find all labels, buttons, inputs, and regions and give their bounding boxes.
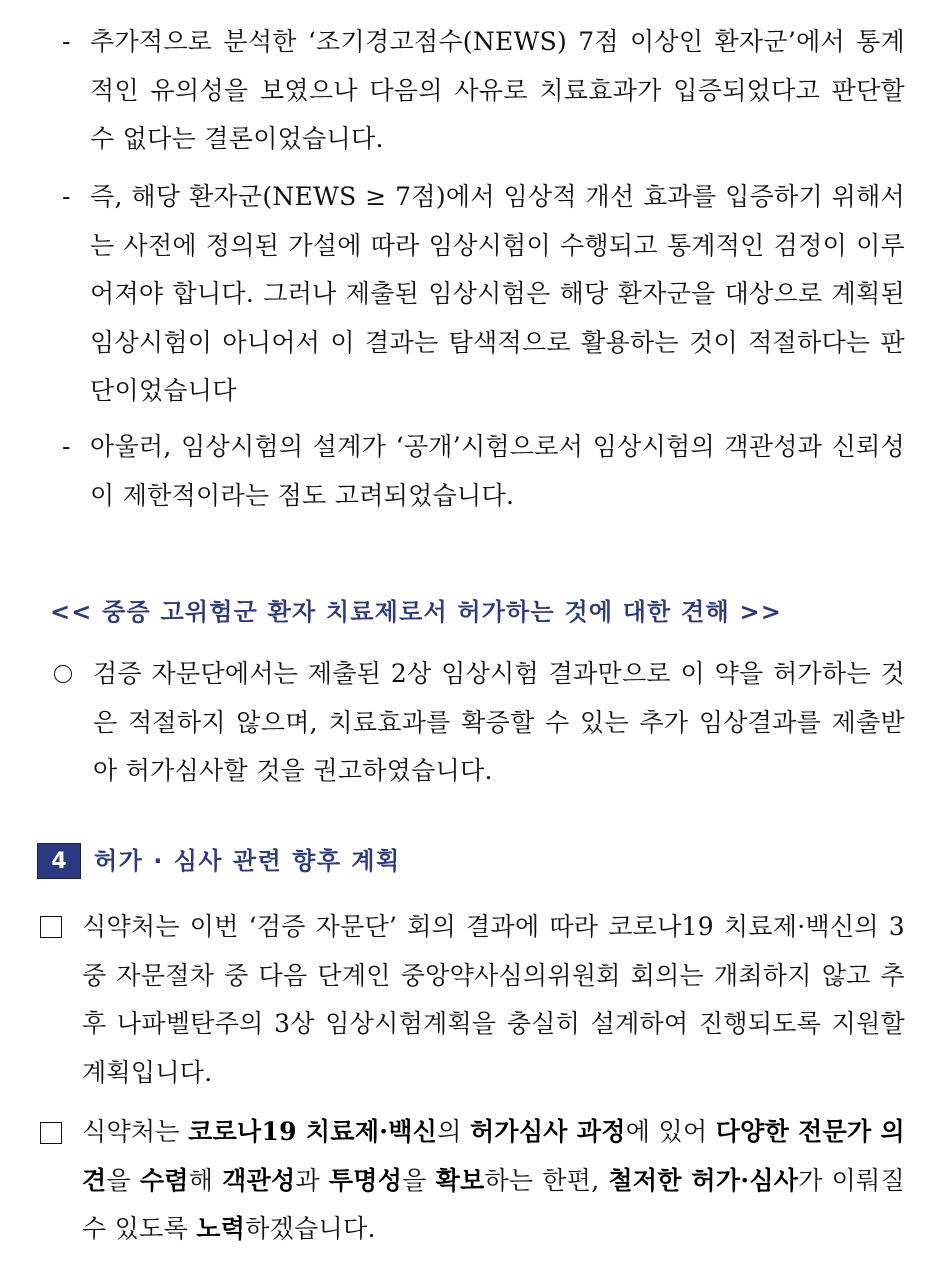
emphasis-text: 다양한 전문가 의견 [82,1117,905,1195]
bullet-item: 추가적으로 분석한 ‘조기경고점수(NEWS) 7점 이상인 환자군’에서 통계적인 유의성을 보였으나 다음의 사유로 치료효과가 입증되었다고 판단할 수 없다는 결론이었습니다. [90,27,905,153]
dash-marker: - [62,182,71,211]
plain-text: 가 이뤄질 수 있도록 [82,1165,905,1243]
plain-text: 하는 한편, [484,1165,609,1195]
plain-text: 을 [106,1165,140,1195]
opinion-item: 검증 자문단에서는 제출된 2상 임상시험 결과만으로 이 약을 허가하는 것은 적절하지 않으며, 치료효과를 확증할 수 있는 추가 임상결과를 제출받아 허가심사할 것을 권고하였습니다. [93,659,905,785]
emphasis-text: 객관성 [222,1165,296,1195]
plan-item-emphasis [82,1108,905,1254]
section-number-badge: 4 [37,843,81,879]
emphasis-text: 철저한 허가·심사 [608,1165,799,1195]
emphasis-text: 확보 [435,1165,485,1195]
opinion-heading: << 중증 고위험군 환자 치료제로서 허가하는 것에 대한 견해 >> [50,598,783,626]
dash-marker: - [62,432,71,461]
plan-item: 식약처는 이번 ‘검증 자문단’ 회의 결과에 따라 코로나19 치료제·백신의 3중 자문절차 중 다음 단계인 중앙약사심의위원회 회의는 개최하지 않고 추후 나파벨탄주의 3상 임상시험계획을 충실히 설계하여 진행되도록 지원할 계획입니다. [82,912,905,1087]
dash-marker: - [62,27,71,56]
plain-text: 하겠습니다. [245,1214,376,1243]
bullet-item: 아울러, 임상시험의 설계가 ‘공개’시험으로서 임상시험의 객관성과 신뢰성이 제한적이라는 점도 고려되었습니다. [90,432,905,510]
circle-bullet-icon [54,665,72,683]
plain-text: 식약처는 [82,1117,189,1146]
checkbox-bullet-icon [40,916,62,938]
emphasis-text: 노력 [196,1214,246,1243]
emphasis-text: 허가심사 과정 [469,1117,626,1146]
plain-text: 과 [295,1165,329,1195]
plain-text: 에 있어 [625,1117,716,1146]
bullet-item: 즉, 해당 환자군(NEWS ≥ 7점)에서 임상적 개선 효과를 입증하기 위해서는 사전에 정의된 가설에 따라 임상시험이 수행되고 통계적인 검정이 이루어져야 합니다. 그러나 제출된 임상시험은 해당 환자군을 대상으로 계획된 임상시험이 아니어서 이 결과는 탐색적으로 활용하는 것이 적절하다는 판단이었습니다 [90,182,905,405]
emphasis-text: 코로나19 치료제·백신 [188,1117,438,1146]
plain-text: 해 [188,1165,223,1195]
emphasis-text: 투명성 [328,1165,403,1195]
checkbox-bullet-icon [40,1122,62,1144]
plain-text: 의 [437,1117,470,1146]
emphasis-text: 수렴 [139,1165,189,1195]
section-title: 허가 · 심사 관련 향후 계획 [94,847,401,875]
plain-text: 을 [402,1165,436,1195]
